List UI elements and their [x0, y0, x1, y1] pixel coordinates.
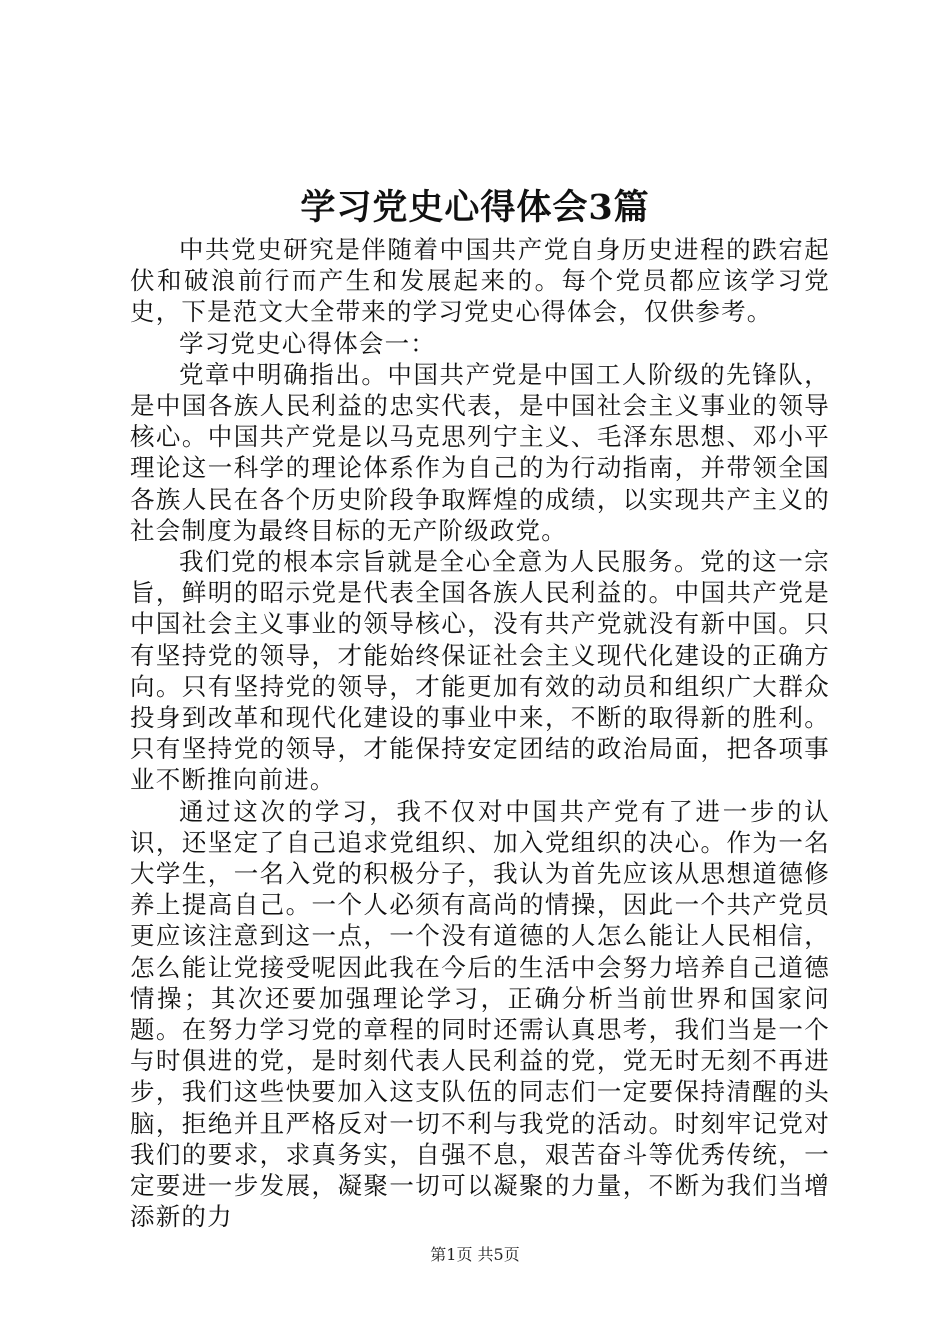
- body-paragraph: 通过这次的学习，我不仅对中国共产党有了进一步的认识，还坚定了自己追求党组织、加入党组织的决心。作为一名大学生，一名入党的积极分子，我认为首先应该从思想道德修养上提高自己。一个人必须有高尚的情操，因此一个共产党员更应该注意到这一点，一个没有道德的人怎么能让人民相信，怎么能让党接受呢因此我在今后的生活中会努力培养自己道德情操；其次还要加强理论学习，正确分析当前世界和国家问题。在努力学习党的章程的同时还需认真思考，我们当是一个与时俱进的党，是时刻代表人民利益的党，党无时无刻不再进步，我们这些快要加入这支队伍的同志们一定要保持清醒的头脑，拒绝并且严格反对一切不利与我党的活动。时刻牢记党对我们的要求，求真务实，自强不息，艰苦奋斗等优秀传统，一定要进一步发展，凝聚一切可以凝聚的力量，不断为我们当增添新的力: [130, 796, 830, 1232]
- document-title: 学习党史心得体会3篇: [300, 187, 650, 228]
- body-paragraph: 党章中明确指出。中国共产党是中国工人阶级的先锋队，是中国各族人民利益的忠实代表，是中国社会主义事业的领导核心。中国共产党是以马克思列宁主义、毛泽东思想、邓小平理论这一科学的理论体系作为自己的为行动指南，并带领全国各族人民在各个历史阶段争取辉煌的成绩，以实现共产主义的社会制度为最终目标的无产阶级政党。: [130, 359, 830, 545]
- body-paragraph: 我们党的根本宗旨就是全心全意为人民服务。党的这一宗旨，鲜明的昭示党是代表全国各族人民利益的。中国共产党是中国社会主义事业的领导核心，没有共产党就没有新中国。只有坚持党的领导，才能始终保证社会主义现代化建设的正确方向。只有坚持党的领导，才能更加有效的动员和组织广大群众投身到改革和现代化建设的事业中来，不断的取得新的胜利。只有坚持党的领导，才能保持安定团结的政治局面，把各项事业不断推向前进。: [130, 547, 830, 795]
- page-number: 第1页 共5页: [430, 1245, 520, 1264]
- document-body: [130, 234, 830, 1233]
- section-heading: 学习党史心得体会一：: [179, 328, 436, 358]
- intro-paragraph: 中共党史研究是伴随着中国共产党自身历史进程的跌宕起伏和破浪前行而产生和发展起来的。每个党员都应该学习党史，下是范文大全带来的学习党史心得体会，仅供参考。: [130, 235, 830, 327]
